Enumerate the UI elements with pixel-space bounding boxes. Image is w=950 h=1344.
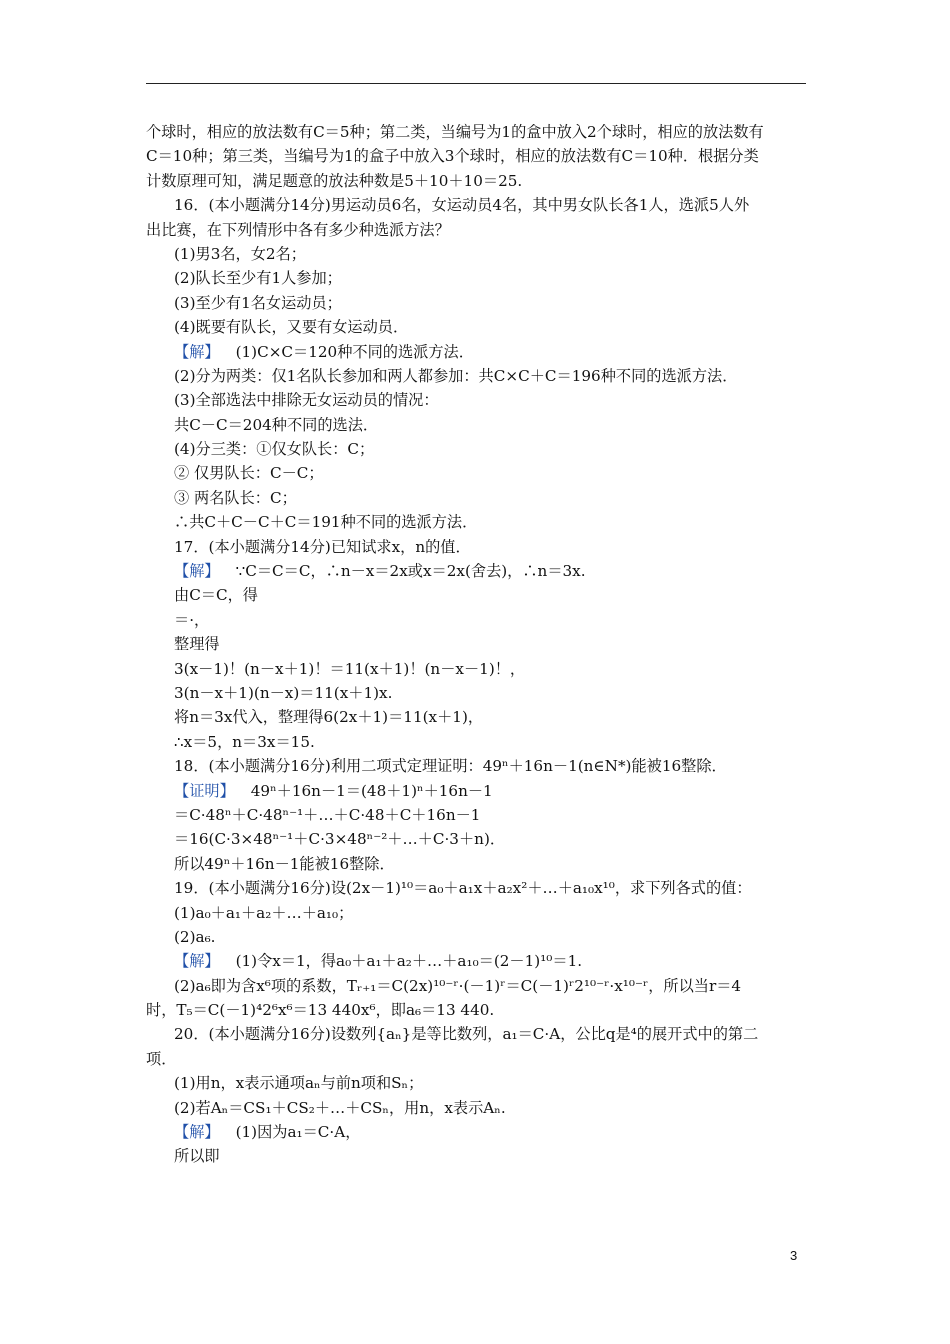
solution-tag: 【解】 xyxy=(174,1123,220,1142)
line-text: (1)a₀＋a₁＋a₂＋…＋a₁₀； xyxy=(174,903,354,922)
header-rule xyxy=(146,83,806,84)
text-line xyxy=(146,1120,814,1144)
text-line xyxy=(146,1047,814,1071)
text-line xyxy=(146,437,814,461)
line-text: (4)分三类：①仅女队长：C； xyxy=(174,440,375,459)
line-text: 19．(本小题满分16分)设(2x－1)¹⁰＝a₀＋a₁x＋a₂x²＋…＋a₁₀x¹⁰，求下列各式的值： xyxy=(174,879,752,898)
text-line xyxy=(146,1022,814,1046)
line-text: 16．(本小题满分14分)男运动员6名，女运动员4名，其中男女队长各1人，选派5人外 xyxy=(174,196,750,215)
text-line xyxy=(146,754,814,778)
line-text: 出比赛，在下列情形中各有多少种选派方法？ xyxy=(146,220,450,239)
line-text: ＝C·48ⁿ＋C·48ⁿ⁻¹＋…＋C·48＋C＋16n－1 xyxy=(174,805,481,824)
line-text: (1)C×C＝120种不同的选派方法． xyxy=(235,342,474,361)
line-text: (2)分为两类：仅1名队长参加和两人都参加：共C×C＋C＝196种不同的选派方法． xyxy=(174,366,738,385)
text-line xyxy=(146,266,814,290)
line-text: 整理得 xyxy=(174,635,220,654)
line-text: (3)至少有1名女运动员； xyxy=(174,293,342,312)
text-line xyxy=(146,949,814,973)
text-line xyxy=(146,901,814,925)
line-text: (1)用n，x表示通项aₙ与前n项和Sₙ； xyxy=(174,1074,424,1093)
line-text: (1)令x＝1，得a₀＋a₁＋a₂＋…＋a₁₀＝(2－1)¹⁰＝1. xyxy=(235,952,583,971)
text-line xyxy=(146,974,814,998)
line-text: 49ⁿ＋16n－1＝(48＋1)ⁿ＋16n－1 xyxy=(250,781,493,800)
text-line xyxy=(146,827,814,851)
line-text: ＝·， xyxy=(174,610,210,629)
solution-tag: 【解】 xyxy=(174,562,220,581)
line-text: (2)若Aₙ＝CS₁＋CS₂＋…＋CSₙ，用n，x表示Aₙ. xyxy=(174,1098,506,1117)
text-line xyxy=(146,925,814,949)
line-text: (1)因为a₁＝C·A， xyxy=(235,1123,361,1142)
line-text: ＝16(C·3×48ⁿ⁻¹＋C·3×48ⁿ⁻²＋…＋C·3＋n)． xyxy=(174,830,506,849)
text-line xyxy=(146,510,814,534)
text-line xyxy=(146,705,814,729)
text-line xyxy=(146,218,814,242)
text-line xyxy=(146,364,814,388)
line-text: 所以即 xyxy=(174,1147,220,1166)
text-line xyxy=(146,852,814,876)
page-number: 3 xyxy=(790,1248,798,1263)
text-line xyxy=(146,486,814,510)
text-line xyxy=(146,657,814,681)
text-line xyxy=(146,144,814,168)
line-text: 所以49ⁿ＋16n－1能被16整除． xyxy=(174,854,395,873)
text-line xyxy=(146,559,814,583)
line-text: (3)全部选法中排除无女运动员的情况： xyxy=(174,391,439,410)
line-text: (1)男3名，女2名； xyxy=(174,244,306,263)
line-text: (2)队长至少有1人参加； xyxy=(174,269,342,288)
text-line xyxy=(146,169,814,193)
text-line xyxy=(146,535,814,559)
text-line xyxy=(146,340,814,364)
text-line xyxy=(146,998,814,1022)
document-body xyxy=(146,120,814,1169)
line-text: ∴共C＋C－C＋C＝191种不同的选派方法． xyxy=(174,513,478,532)
text-line xyxy=(146,461,814,485)
line-text: 共C－C＝204种不同的选法． xyxy=(174,415,379,434)
text-line xyxy=(146,388,814,412)
solution-tag: 【解】 xyxy=(174,952,220,971)
text-line xyxy=(146,803,814,827)
line-text: 个球时，相应的放法数有C＝5种；第二类，当编号为1的盒中放入2个球时，相应的放法数有 xyxy=(146,123,764,141)
line-text: ③ 两名队长：C； xyxy=(174,488,297,507)
line-text: 18．(本小题满分16分)利用二项式定理证明：49ⁿ＋16n－1(n∈N*)能被16整除． xyxy=(174,757,727,776)
line-text: 将n＝3x代入，整理得6(2x＋1)＝11(x＋1)， xyxy=(174,708,484,727)
text-line xyxy=(146,681,814,705)
line-text: C＝10种；第三类，当编号为1的盒子中放入3个球时，相应的放法数有C＝10种．根据分类 xyxy=(146,147,759,166)
line-text: ② 仅男队长：C－C； xyxy=(174,464,324,483)
text-line xyxy=(146,413,814,437)
text-line xyxy=(146,291,814,315)
text-line xyxy=(146,608,814,632)
line-text: 时，T₅＝C(－1)⁴2⁶x⁶＝13 440x⁶，即a₆＝13 440. xyxy=(146,1001,495,1020)
text-line xyxy=(146,632,814,656)
line-text: 17．(本小题满分14分)已知试求x，n的值． xyxy=(174,537,471,556)
text-line xyxy=(146,583,814,607)
line-text: 项． xyxy=(146,1049,177,1068)
line-text: (2)a₆即为含x⁶项的系数，Tᵣ₊₁＝C(2x)¹⁰⁻ʳ·(－1)ʳ＝C(－1)ʳ2¹⁰⁻ʳ·x¹⁰⁻ʳ，所以当r＝4 xyxy=(174,976,742,995)
line-text: 由C＝C，得 xyxy=(174,586,258,605)
text-line xyxy=(146,876,814,900)
text-line xyxy=(146,730,814,754)
text-line xyxy=(146,315,814,339)
text-line xyxy=(146,1071,814,1095)
solution-tag: 【证明】 xyxy=(174,781,235,800)
line-text: 计数原理可知，满足题意的放法种数是5＋10＋10＝25. xyxy=(146,171,523,190)
line-text: 20．(本小题满分16分)设数列{aₙ}是等比数列，a₁＝C·A，公比q是⁴的展开式中的第二 xyxy=(174,1025,759,1044)
text-line xyxy=(146,779,814,803)
solution-tag: 【解】 xyxy=(174,342,220,361)
line-text: 3(n－x＋1)(n－x)＝11(x＋1)x. xyxy=(174,683,393,702)
line-text: (2)a₆. xyxy=(174,927,216,946)
text-line xyxy=(146,1096,814,1120)
line-text: 3(x－1)！(n－x＋1)！＝11(x＋1)！(n－x－1)！， xyxy=(174,659,526,678)
text-line xyxy=(146,1144,814,1168)
line-text: (4)既要有队长，又要有女运动员． xyxy=(174,318,409,337)
text-line xyxy=(146,120,814,144)
text-line xyxy=(146,193,814,217)
text-line xyxy=(146,242,814,266)
line-text: ∵C＝C＝C，∴n－x＝2x或x＝2x(舍去)，∴n＝3x. xyxy=(235,562,586,581)
line-text: ∴x＝5，n＝3x＝15. xyxy=(174,732,315,751)
